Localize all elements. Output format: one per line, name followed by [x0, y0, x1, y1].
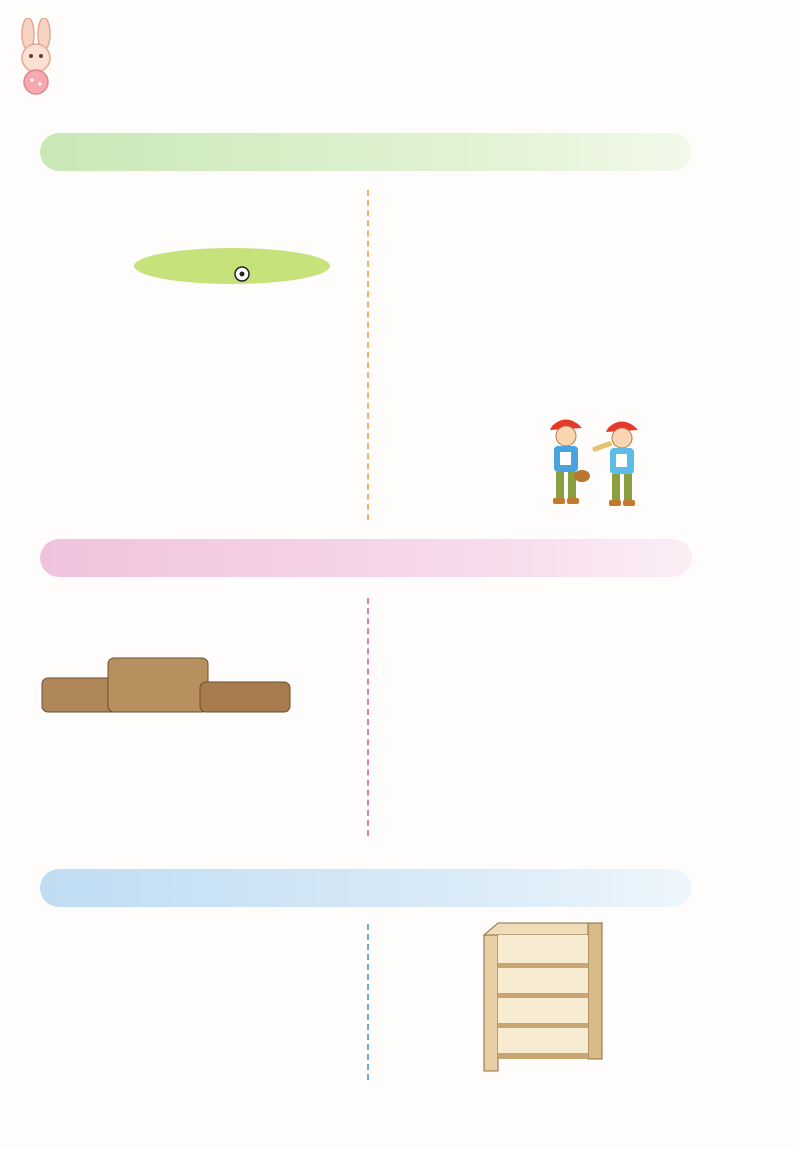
- toc-entry[interactable]: [390, 236, 688, 260]
- toc-entry[interactable]: [38, 928, 342, 952]
- baseball-players-illustration: [536, 410, 646, 510]
- bunny-icon: [10, 18, 62, 98]
- column-divider: [367, 598, 369, 836]
- toc-entry[interactable]: [74, 447, 342, 471]
- toc-entry[interactable]: [38, 362, 342, 386]
- animal-border-right: [712, 30, 762, 1130]
- toc-entry[interactable]: [74, 728, 342, 752]
- toc-entry[interactable]: [424, 685, 688, 709]
- toc-entry[interactable]: [38, 810, 342, 834]
- section-header-4: [40, 539, 692, 577]
- cartoon-digits-illustration: [508, 726, 668, 866]
- toc-entry[interactable]: [38, 600, 342, 624]
- toc-entry[interactable]: [390, 195, 688, 219]
- column-divider: [367, 924, 369, 1080]
- section-header-3: [40, 133, 692, 171]
- toc-entry[interactable]: [38, 320, 342, 344]
- clover-border-bottom: [30, 1102, 720, 1132]
- clover-border-top: [70, 30, 710, 60]
- toc-entry[interactable]: [426, 320, 688, 344]
- toc-entry[interactable]: [424, 643, 688, 667]
- trophy-podium-illustration: [38, 628, 298, 718]
- toc-entry[interactable]: [74, 488, 342, 512]
- toc-entry[interactable]: [426, 362, 688, 386]
- toc-entry[interactable]: [74, 768, 342, 792]
- toc-entry[interactable]: [38, 968, 342, 992]
- section-header-5: [40, 869, 692, 907]
- toc-entry[interactable]: [38, 1050, 342, 1074]
- toc-entry[interactable]: [38, 404, 342, 428]
- toc-entry[interactable]: [424, 600, 688, 624]
- column-divider: [367, 190, 369, 520]
- ball-shelf-illustration: [478, 915, 608, 1075]
- toc-entry[interactable]: [38, 1009, 342, 1033]
- kids-football-illustration: [132, 206, 332, 286]
- toc-entry[interactable]: [390, 278, 688, 302]
